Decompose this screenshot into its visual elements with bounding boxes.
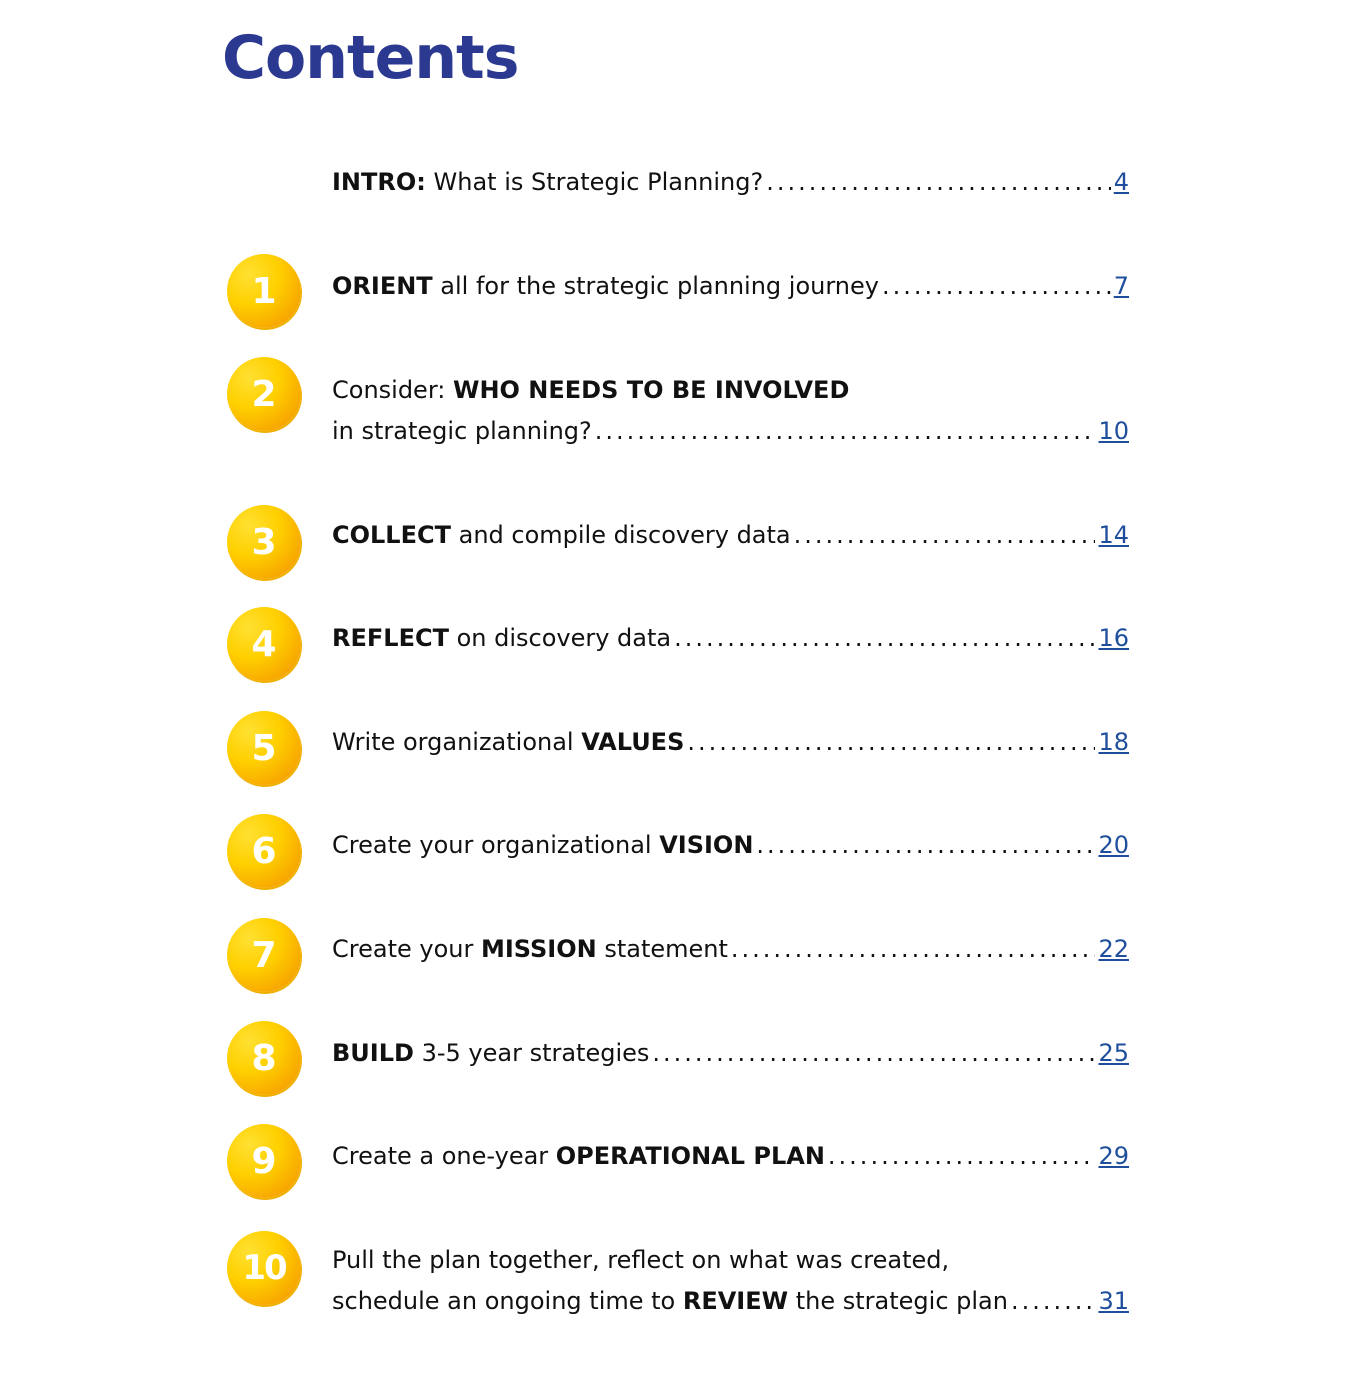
toc-entry-intro[interactable] — [332, 162, 1129, 203]
page-link[interactable]: 14 — [1098, 521, 1129, 549]
page-link[interactable]: 22 — [1098, 935, 1129, 963]
entry-label: Create a one-year OPERATIONAL PLAN — [332, 1142, 825, 1170]
page-link[interactable]: 7 — [1113, 272, 1129, 300]
step-badge-4: 4 — [227, 607, 301, 681]
entry-label: schedule an ongoing time to REVIEW the strategic plan — [332, 1287, 1008, 1315]
dot-leader — [595, 411, 1096, 452]
entry-label: Create your organizational VISION — [332, 831, 754, 859]
entry-label: Create your MISSION statement — [332, 935, 728, 963]
dot-leader — [652, 1033, 1095, 1074]
step-badge-1: 1 — [227, 254, 301, 328]
dot-leader — [731, 929, 1096, 970]
page-link[interactable]: 25 — [1098, 1039, 1129, 1067]
dot-leader — [756, 825, 1095, 866]
toc-entry-1[interactable] — [332, 266, 1129, 307]
dot-leader — [882, 266, 1111, 307]
toc-entry-10-line-1 — [332, 1240, 1129, 1281]
page-link[interactable]: 18 — [1098, 728, 1129, 756]
toc-entry-6[interactable] — [332, 825, 1129, 866]
entry-label: in strategic planning? — [332, 417, 592, 445]
page-title: Contents — [222, 23, 519, 93]
page-link[interactable]: 16 — [1098, 624, 1129, 652]
dot-leader — [674, 618, 1095, 659]
dot-leader — [687, 722, 1095, 763]
entry-label: REFLECT on discovery data — [332, 624, 672, 652]
entry-label: ORIENT all for the strategic planning journey — [332, 272, 879, 300]
step-badge-8: 8 — [227, 1021, 301, 1095]
dot-leader — [794, 515, 1096, 556]
toc-entry-7[interactable] — [332, 929, 1129, 970]
entry-label: Consider: WHO NEEDS TO BE INVOLVED — [332, 376, 850, 404]
entry-label: Pull the plan together, reflect on what was created, — [332, 1246, 950, 1274]
toc-entry-8[interactable] — [332, 1033, 1129, 1074]
toc-entry-3[interactable] — [332, 515, 1129, 556]
step-badge-9: 9 — [227, 1124, 301, 1198]
toc-entry-4[interactable] — [332, 618, 1129, 659]
step-badge-5: 5 — [227, 711, 301, 785]
toc-entry-10[interactable] — [332, 1281, 1129, 1322]
entry-label: COLLECT and compile discovery data — [332, 521, 791, 549]
dot-leader — [828, 1136, 1096, 1177]
page-link[interactable]: 29 — [1098, 1142, 1129, 1170]
step-badge-7: 7 — [227, 918, 301, 992]
page-link[interactable]: 10 — [1098, 417, 1129, 445]
step-badge-3: 3 — [227, 505, 301, 579]
step-badge-2: 2 — [227, 357, 301, 431]
dot-leader — [766, 162, 1110, 203]
entry-label: INTRO: What is Strategic Planning? — [332, 168, 764, 196]
entry-label: Write organizational VALUES — [332, 728, 685, 756]
step-badge-10: 10 — [227, 1231, 301, 1305]
page-link[interactable]: 4 — [1113, 168, 1129, 196]
toc-entry-9[interactable] — [332, 1136, 1129, 1177]
page-link[interactable]: 31 — [1098, 1287, 1129, 1315]
toc-entry-2[interactable] — [332, 411, 1129, 452]
toc-entry-5[interactable] — [332, 722, 1129, 763]
toc-entry-2-line-1 — [332, 370, 1129, 411]
entry-label: BUILD 3-5 year strategies — [332, 1039, 650, 1067]
dot-leader — [1011, 1281, 1095, 1322]
page-link[interactable]: 20 — [1098, 831, 1129, 859]
step-badge-6: 6 — [227, 814, 301, 888]
